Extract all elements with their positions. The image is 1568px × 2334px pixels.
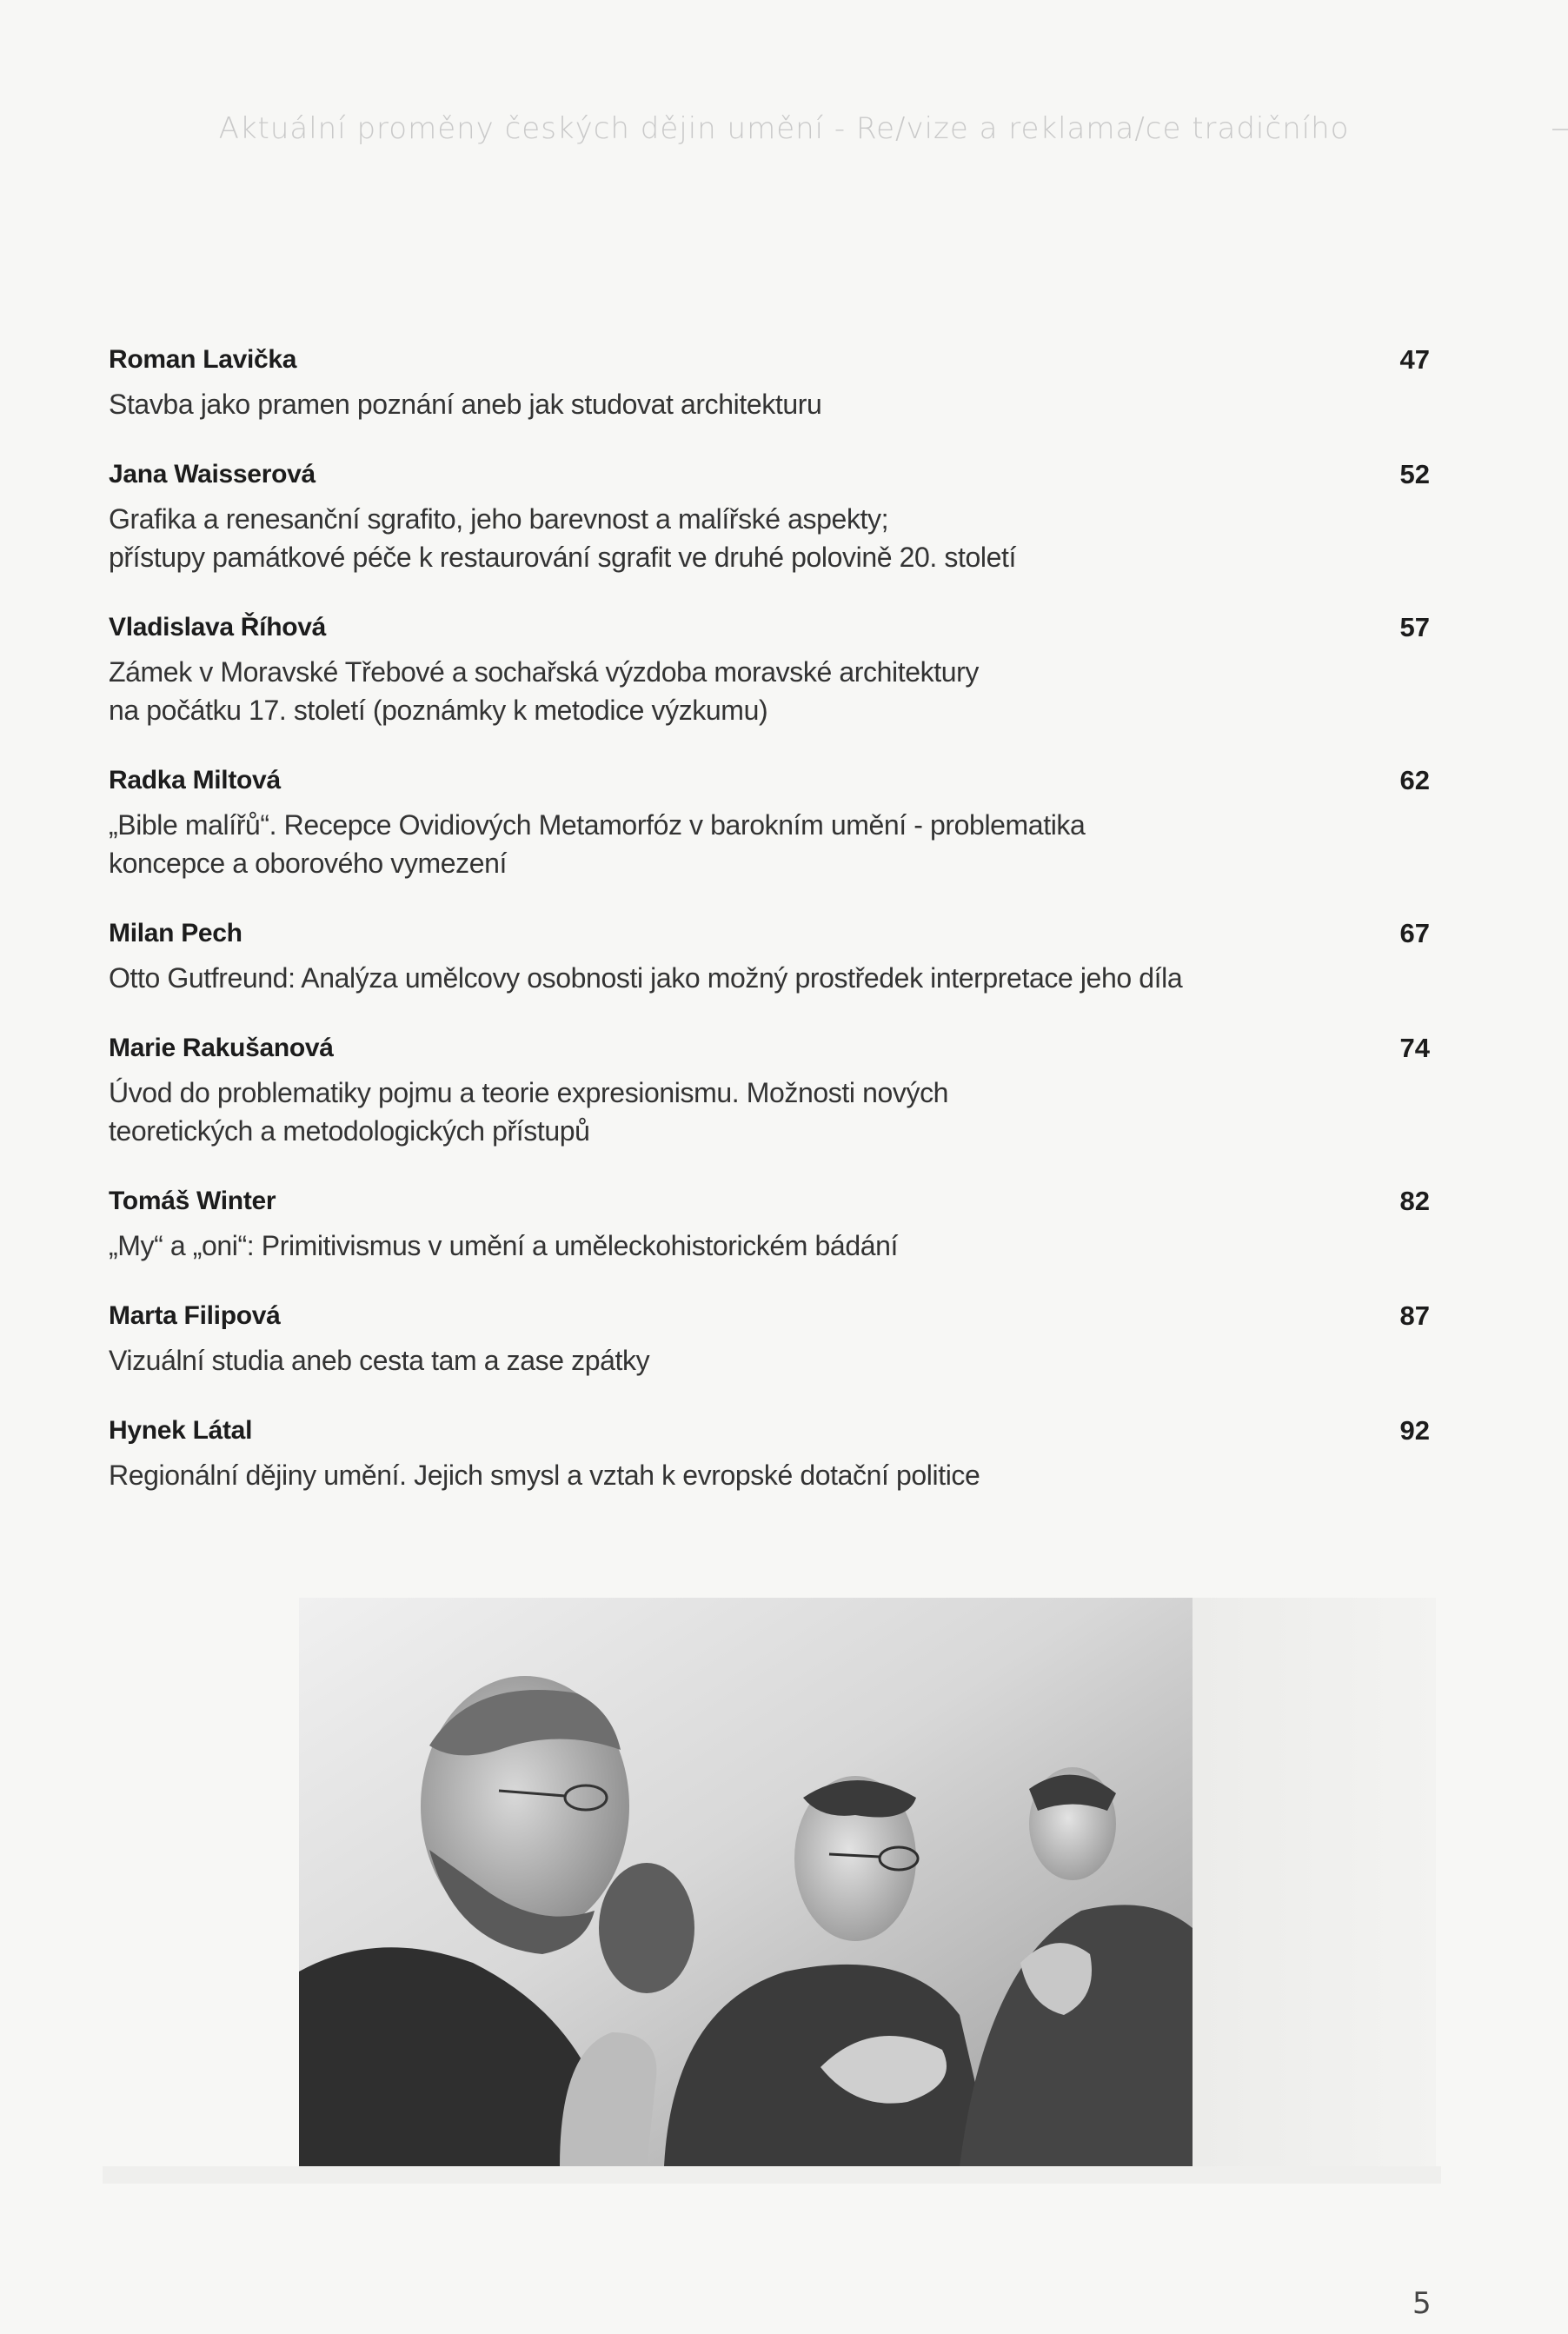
toc-author: Marie Rakušanová — [109, 1034, 334, 1062]
toc-author: Vladislava Říhová — [109, 613, 327, 642]
photo-backdrop — [1193, 1598, 1436, 2180]
toc-entry[interactable] — [109, 1176, 1430, 1265]
toc-entry[interactable] — [109, 1291, 1430, 1380]
toc-page-number: 92 — [1399, 1415, 1430, 1446]
toc-author: Hynek Látal — [109, 1416, 253, 1445]
toc-page-number: 47 — [1399, 344, 1430, 375]
toc-title-line: Zámek v Moravské Třebové a sochařská výzdoba moravské architektury — [109, 656, 979, 688]
toc-title-line: Otto Gutfreund: Analýza umělcovy osobnosti jako možný prostředek interpretace jeho díla — [109, 962, 1183, 994]
toc-author: Milan Pech — [109, 919, 243, 948]
toc-page-number: 52 — [1399, 459, 1430, 489]
toc-entry[interactable] — [109, 602, 1430, 729]
toc-title-line: Grafika a renesanční sgrafito, jeho barevnost a malířské aspekty; — [109, 503, 889, 535]
toc-entry[interactable] — [109, 1023, 1430, 1150]
toc-title-line: koncepce a oborového vymezení — [109, 848, 508, 879]
toc-entry[interactable] — [109, 755, 1430, 882]
table-of-contents — [109, 335, 1430, 1520]
header-dash — [1552, 129, 1568, 130]
toc-entry[interactable] — [109, 335, 1430, 423]
running-header: Aktuální proměny českých dějin umění - Re/vize a reklama/ce tradičního — [218, 111, 1350, 146]
toc-page-number: 74 — [1399, 1033, 1430, 1063]
toc-title-line: Regionální dějiny umění. Jejich smysl a vztah k evropské dotační politice — [109, 1460, 980, 1491]
toc-page-number: 67 — [1399, 918, 1430, 948]
toc-author: Radka Miltová — [109, 766, 281, 795]
toc-entry[interactable] — [109, 908, 1430, 997]
toc-page-number: 87 — [1399, 1300, 1430, 1331]
toc-page-number: 57 — [1399, 612, 1430, 642]
toc-title-line: teoretických a metodologických přístupů — [109, 1115, 590, 1147]
toc-title-line: Vizuální studia aneb cesta tam a zase zpátky — [109, 1345, 650, 1376]
toc-author: Marta Filipová — [109, 1301, 281, 1330]
toc-title-line: přístupy památkové péče k restaurování sgrafit ve druhé polovině 20. století — [109, 542, 1016, 573]
toc-entry[interactable] — [109, 1406, 1430, 1494]
audience-photo-illustration — [299, 1598, 1193, 2166]
toc-title-line: Úvod do problematiky pojmu a teorie expresionismu. Možnosti nových — [109, 1077, 949, 1108]
toc-title-line: Stavba jako pramen poznání aneb jak studovat architekturu — [109, 389, 822, 420]
toc-page-number: 62 — [1399, 765, 1430, 795]
toc-title-line: „My“ a „oni“: Primitivismus v umění a uměleckohistorickém bádání — [109, 1230, 899, 1261]
page-number: 5 — [1412, 2286, 1432, 2321]
photo-backdrop-strip — [103, 2166, 1441, 2184]
toc-title-line: na počátku 17. století (poznámky k metodice výzkumu) — [109, 695, 768, 726]
toc-author: Jana Waisserová — [109, 460, 316, 489]
toc-title-line: „Bible malířů“. Recepce Ovidiových Metamorfóz v barokním umění - problematika — [109, 809, 1086, 841]
toc-entry[interactable] — [109, 449, 1430, 576]
toc-author: Roman Lavička — [109, 345, 297, 374]
audience-photo — [299, 1598, 1193, 2166]
toc-page-number: 82 — [1399, 1186, 1430, 1216]
toc-author: Tomáš Winter — [109, 1187, 276, 1215]
